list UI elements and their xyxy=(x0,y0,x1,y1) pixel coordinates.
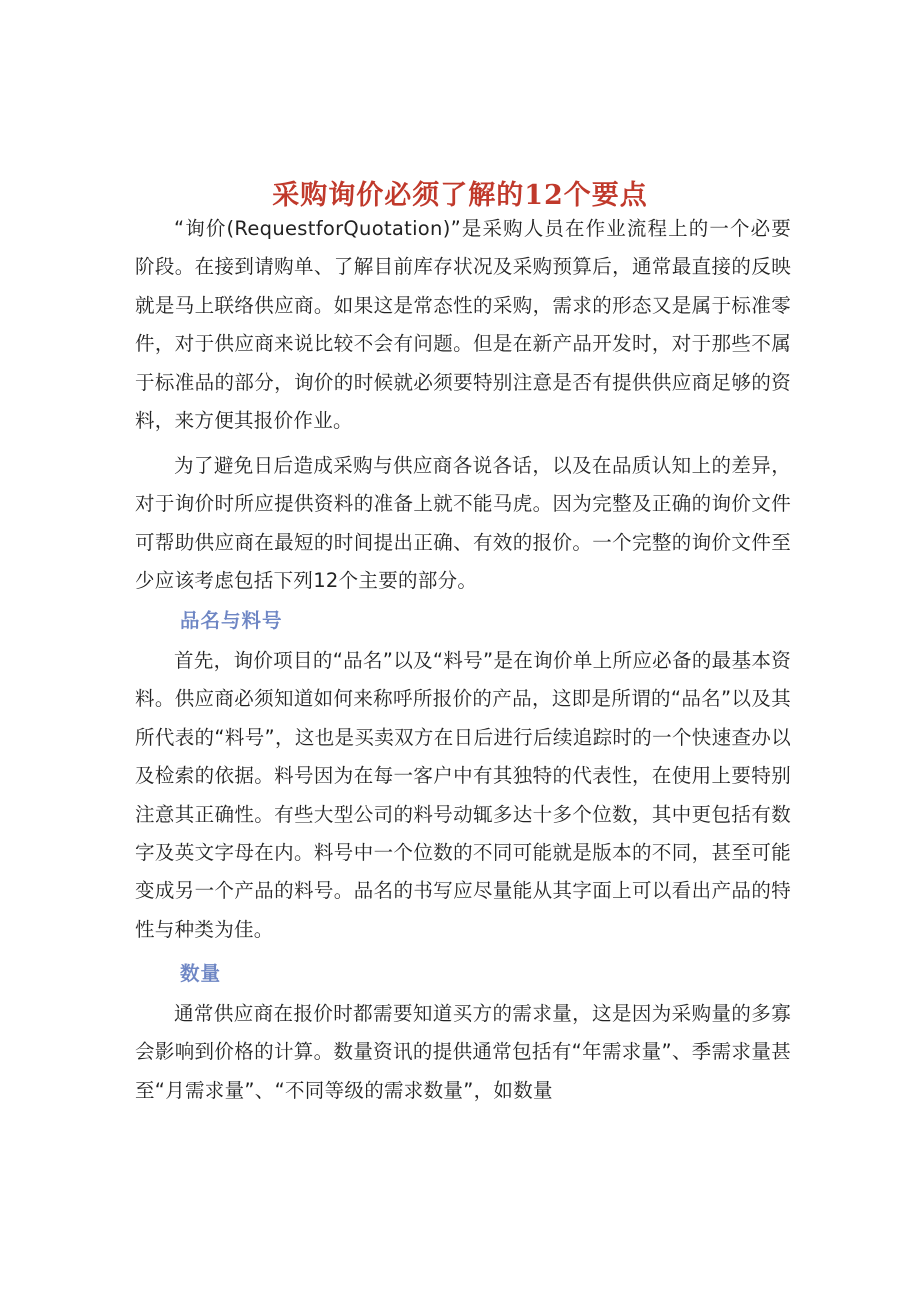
section-heading-product-name: 品名与料号 xyxy=(180,609,283,632)
document-title: 采购询价必须了解的12个要点 xyxy=(272,180,648,212)
section-body-product-name: 首先，询价项目的“品名”以及“料号”是在询价单上所应必备的最基本资料。供应商必须知道如何来称呼所报价的产品，这即是所谓的“品名”以及其所代表的“料号”，这也是买卖双方在日后进行后续追踪时的一个快速查办以及检索的依据。料号因为在每一客户中有其独特的代表性，在使用上要特别注意其正确性。有些大型公司的料号动辄多达十多个位数，其中更包括有数字及英文字母在内。料号中一个位数的不同可能就是版本的不同，甚至可能变成另一个产品的料号。品名的书写应尽量能从其字面上可以看出产品的特性与种类为佳。 xyxy=(135,649,791,941)
intro-paragraph-2: 为了避免日后造成采购与供应商各说各话，以及在品质认知上的差异，对于询价时所应提供资料的准备上就不能马虎。因为完整及正确的询价文件可帮助供应商在最短的时间提出正确、有效的报价。一个完整的询价文件至少应该考虑包括下列12个主要的部分。 xyxy=(135,454,791,593)
intro-paragraph-1: “询价(RequestforQuotation)”是采购人员在作业流程上的一个必要阶段。在接到请购单、了解目前库存状况及采购预算后，通常最直接的反映就是马上联络供应商。如果这是常态性的采购，需求的形态又是属于标准零件，对于供应商来说比较不会有问题。但是在新产品开发时，对于那些不属于标准品的部分，询价的时候就必须要特别注意是否有提供供应商足够的资料，来方便其报价作业。 xyxy=(135,217,791,433)
section-body-quantity: 通常供应商在报价时都需要知道买方的需求量，这是因为采购量的多寡会影响到价格的计算。数量资讯的提供通常包括有“年需求量”、季需求量甚至“月需求量”、“不同等级的需求数量”，如数量 xyxy=(135,1002,791,1102)
section-heading-quantity: 数量 xyxy=(180,962,222,985)
